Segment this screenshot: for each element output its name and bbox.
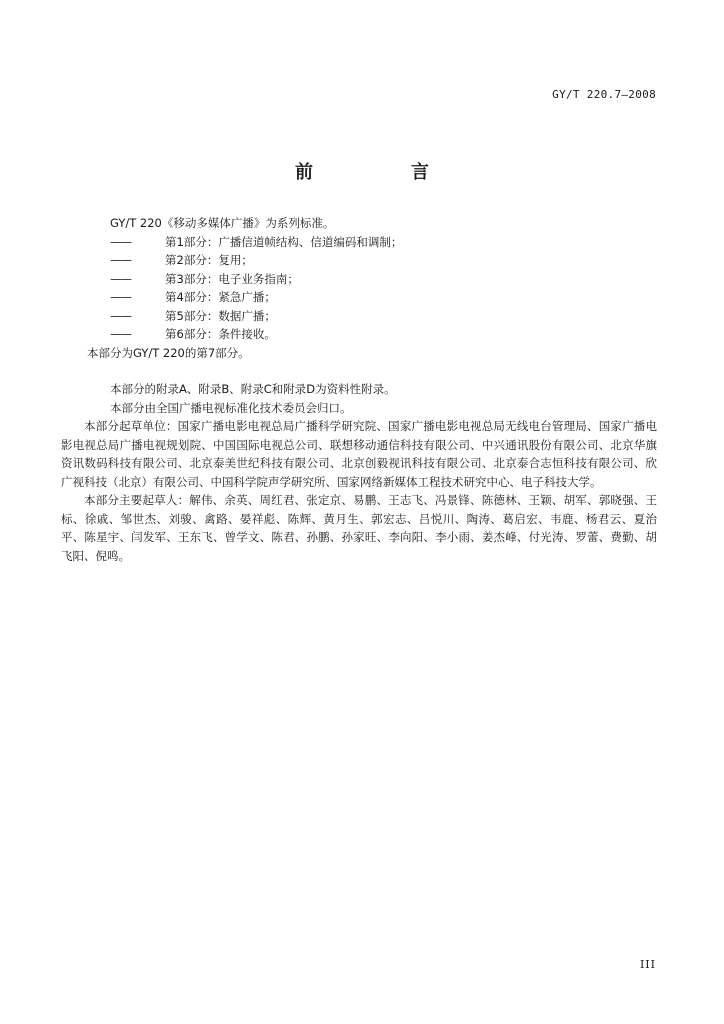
list-dash: —— (110, 271, 131, 286)
page-title: 前 言 (295, 162, 469, 183)
list-item-text: 第1部分：广播信道帧结构、信道编码和调制； (165, 234, 403, 249)
list-item-text: 第3部分：电子业务指南； (165, 271, 299, 286)
list-item-text: 第5部分：数据广播； (165, 308, 276, 323)
paragraph-spacer (87, 362, 657, 380)
list-item-text: 第6部分：条件接收。 (165, 327, 276, 341)
document-body (61, 214, 657, 565)
list-item (87, 251, 657, 270)
list-dash: —— (110, 290, 131, 304)
drafters-paragraph: 本部分主要起草人：解伟、余英、周红君、张定京、易鹏、王志飞、冯景锋、陈德林、王颖、胡军、郭晓强、王标、徐戚、邹世杰、刘骏、禽路、晏祥彪、陈辉、黄月生、郭宏志、吕悦川、陶涛、葛启宏、韦鹿、杨君云、夏治平、陈星宇、闫发军、王东飞、曾学文、陈君、孙鹏、孙家旺、李向阳、李小雨、姜杰峰、付光涛、罗蕾、费勤、胡飞阳、倪鸣。 (61, 493, 657, 563)
standard-code: GY/T 220.7—2008 (552, 88, 656, 101)
list-dash: —— (110, 234, 131, 249)
list-item (87, 307, 657, 326)
intro-paragraph: GY/T 220《移动多媒体广播》为系列标准。 (110, 216, 335, 230)
drafting-units-paragraph: 本部分起草单位：国家广播电影电视总局广播科学研究院、国家广播电影电视总局无线电台管理局、国家广播电影电视总局广播电视规划院、中国国际电视总公司、联想移动通信科技有限公司、中兴通讯股份有限公司、北京华旗资讯数码科技有限公司、北京泰美世纪科技有限公司、北京创毅视讯科技有限公司、北京泰合志恒科技有限公司、欣广视科技（北京）有限公司、中国科学院声学研究所、国家网络新媒体工程技术研究中心、电子科技大学。 (61, 419, 657, 489)
part-statement: 本部分为GY/T 220的第7部分。 (87, 345, 250, 360)
list-item (87, 288, 657, 307)
list-dash: —— (110, 327, 131, 341)
list-item (87, 233, 657, 252)
list-item-text: 第2部分：复用； (165, 253, 253, 267)
list-dash: —— (110, 253, 131, 267)
list-item (87, 325, 657, 344)
list-dash: —— (110, 308, 131, 323)
appendix-note: 本部分的附录A、附录B、附录C和附录D为资料性附录。 (110, 382, 396, 396)
proposer-paragraph: 本部分由全国广播电视标准化技术委员会归口。 (110, 400, 352, 415)
list-item-text: 第4部分：紧急广播； (165, 290, 276, 304)
page-number: III (639, 958, 656, 971)
list-item (87, 270, 657, 289)
